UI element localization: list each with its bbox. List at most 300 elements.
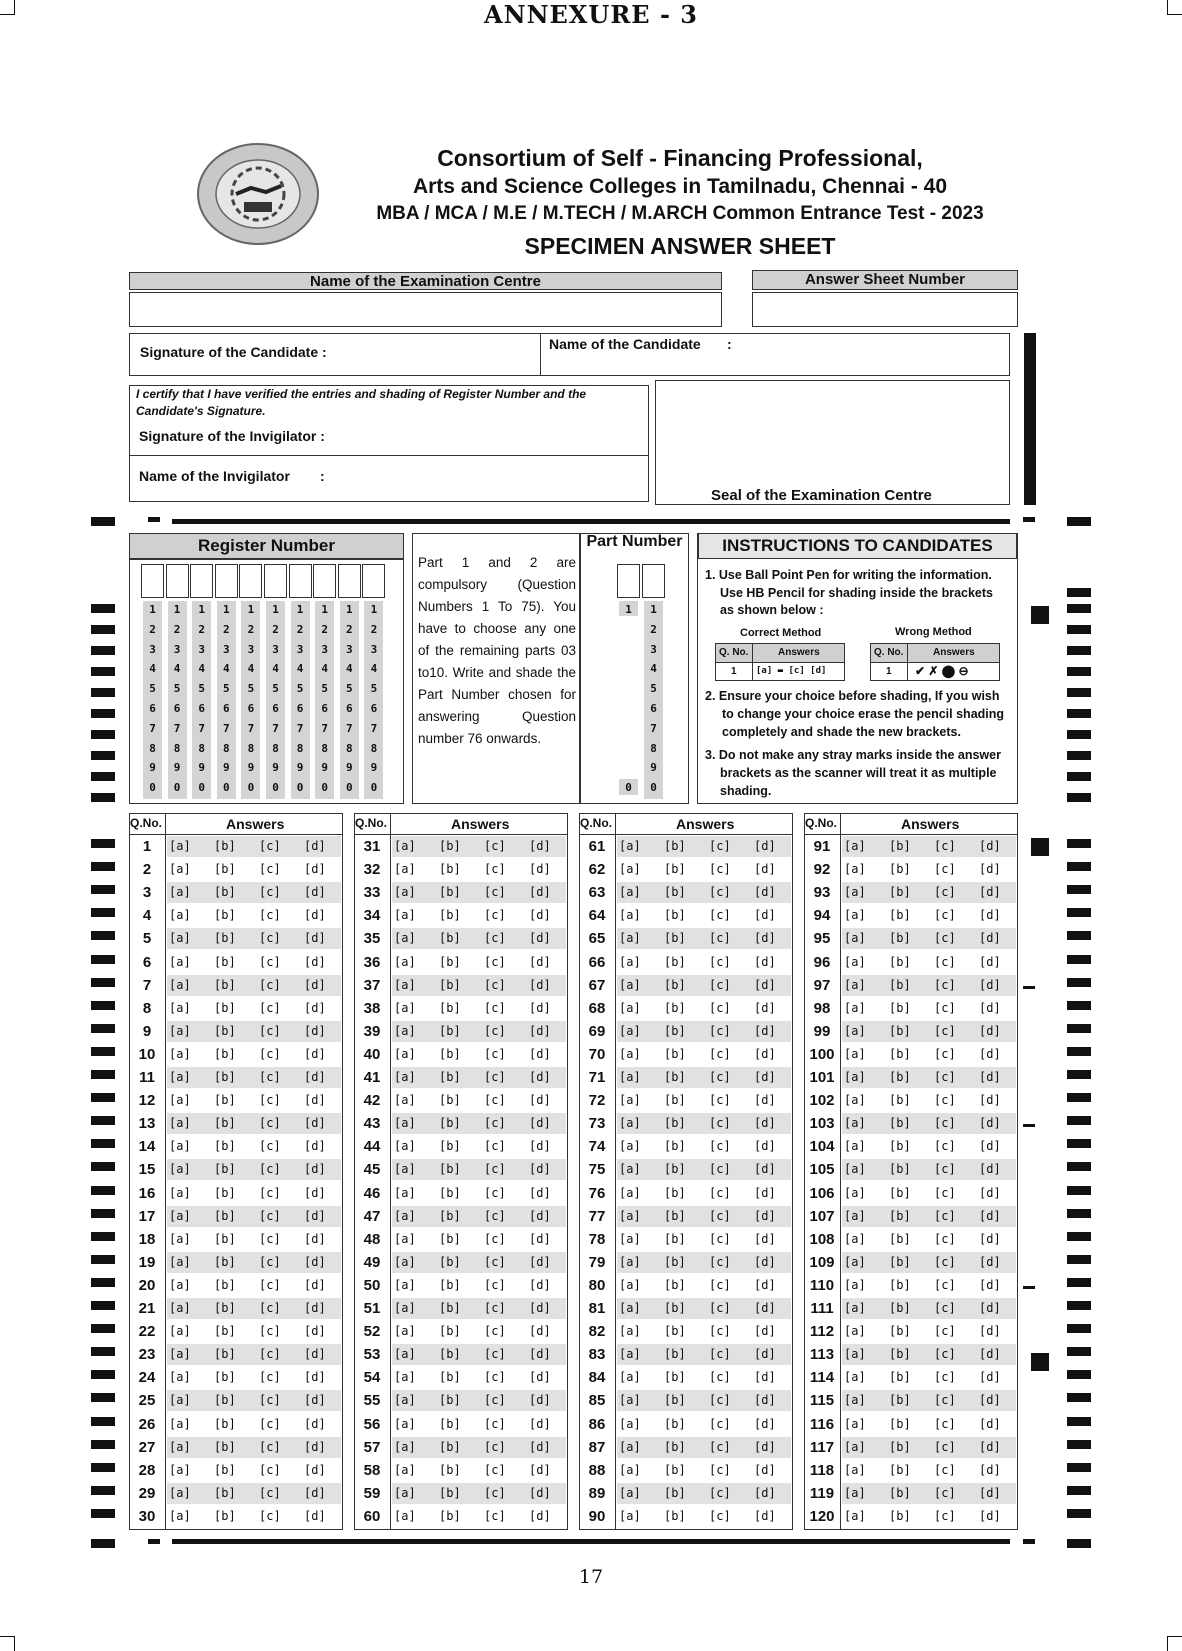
answer-bubble[interactable]: [a] bbox=[394, 1023, 416, 1038]
register-digit-box[interactable] bbox=[190, 564, 213, 598]
answer-bubble[interactable]: [d] bbox=[529, 1508, 551, 1523]
answer-bubble[interactable]: [b] bbox=[439, 1139, 461, 1154]
register-digit-bubble[interactable]: 1 bbox=[247, 603, 255, 616]
answer-bubble[interactable]: [d] bbox=[529, 1439, 551, 1454]
register-digit-box[interactable] bbox=[141, 564, 164, 598]
answer-bubble[interactable]: [d] bbox=[754, 1139, 776, 1154]
answer-bubble[interactable]: [c] bbox=[709, 1116, 731, 1131]
answer-bubble[interactable]: [d] bbox=[979, 1277, 1001, 1292]
answer-bubble[interactable]: [b] bbox=[214, 1277, 236, 1292]
answer-bubble[interactable]: [b] bbox=[664, 1185, 686, 1200]
answer-bubble[interactable]: [a] bbox=[394, 1000, 416, 1015]
answer-bubble[interactable]: [b] bbox=[889, 1162, 911, 1177]
answer-bubble[interactable]: [a] bbox=[619, 1023, 641, 1038]
answer-bubble[interactable]: [b] bbox=[664, 1046, 686, 1061]
answer-bubble[interactable]: [d] bbox=[529, 1231, 551, 1246]
answer-bubble[interactable]: [c] bbox=[934, 1208, 956, 1223]
answer-bubble[interactable]: [b] bbox=[214, 954, 236, 969]
answer-bubble[interactable]: [a] bbox=[619, 1393, 641, 1408]
register-digit-bubble[interactable]: 8 bbox=[222, 741, 230, 755]
answer-bubble[interactable]: [a] bbox=[844, 1093, 866, 1108]
answer-bubble[interactable]: [c] bbox=[259, 839, 281, 853]
answer-bubble[interactable]: [b] bbox=[889, 885, 911, 900]
answer-bubble[interactable]: [d] bbox=[304, 1439, 326, 1454]
answer-bubble[interactable]: [c] bbox=[709, 1139, 731, 1154]
answer-bubble[interactable]: [d] bbox=[979, 1370, 1001, 1385]
answer-bubble[interactable]: [a] bbox=[844, 1023, 866, 1038]
answer-bubble[interactable]: [b] bbox=[889, 1462, 911, 1477]
answer-bubble[interactable]: [d] bbox=[979, 1093, 1001, 1108]
answer-bubble[interactable]: [d] bbox=[304, 1485, 326, 1500]
answer-bubble[interactable]: [c] bbox=[259, 1162, 281, 1177]
answer-bubble[interactable]: [c] bbox=[709, 1208, 731, 1223]
answer-bubble[interactable]: [a] bbox=[169, 1462, 191, 1477]
register-digit-box[interactable] bbox=[239, 564, 262, 598]
part-digit-bubble[interactable]: 9 bbox=[650, 761, 657, 775]
register-digit-bubble[interactable]: 5 bbox=[173, 682, 181, 696]
answer-bubble[interactable]: [b] bbox=[664, 839, 686, 853]
register-digit-bubble[interactable]: 9 bbox=[370, 761, 378, 775]
answer-bubble[interactable]: [c] bbox=[709, 1301, 731, 1315]
answer-bubble[interactable]: [b] bbox=[439, 1023, 461, 1038]
answer-bubble[interactable]: [b] bbox=[889, 1393, 911, 1408]
answer-bubble[interactable]: [a] bbox=[394, 1462, 416, 1477]
answer-bubble[interactable]: [c] bbox=[484, 1139, 506, 1154]
answer-bubble[interactable]: [d] bbox=[979, 1185, 1001, 1200]
answer-bubble[interactable]: [d] bbox=[529, 1324, 551, 1339]
answer-bubble[interactable]: [c] bbox=[484, 1185, 506, 1200]
register-digit-bubble[interactable]: 8 bbox=[321, 741, 328, 755]
answer-bubble[interactable]: [b] bbox=[214, 908, 236, 923]
answer-bubble[interactable]: [b] bbox=[889, 908, 911, 923]
register-digit-bubble[interactable]: 7 bbox=[296, 721, 304, 735]
answer-bubble[interactable]: [b] bbox=[214, 1254, 236, 1269]
answer-bubble[interactable]: [b] bbox=[214, 977, 236, 992]
answer-bubble[interactable]: [d] bbox=[754, 1231, 776, 1246]
register-digit-bubble[interactable]: 5 bbox=[272, 682, 279, 696]
answer-bubble[interactable]: [b] bbox=[439, 1046, 461, 1061]
answer-bubble[interactable]: [b] bbox=[664, 954, 686, 969]
answer-bubble[interactable]: [a] bbox=[169, 1231, 191, 1246]
answer-bubble[interactable]: [d] bbox=[529, 1139, 551, 1154]
answer-bubble[interactable]: [a] bbox=[394, 1208, 416, 1223]
answer-bubble[interactable]: [b] bbox=[889, 1208, 911, 1223]
register-digit-bubble[interactable]: 0 bbox=[247, 781, 255, 795]
answer-bubble[interactable]: [a] bbox=[844, 1462, 866, 1477]
answer-bubble[interactable]: [c] bbox=[934, 1046, 956, 1061]
answer-bubble[interactable]: [a] bbox=[394, 908, 416, 923]
answer-bubble[interactable]: [a] bbox=[169, 908, 191, 923]
answer-bubble[interactable]: [a] bbox=[619, 1046, 641, 1061]
answer-bubble[interactable]: [c] bbox=[709, 1185, 731, 1200]
register-digit-bubble[interactable]: 7 bbox=[321, 721, 328, 735]
register-digit-bubble[interactable]: 2 bbox=[321, 622, 328, 636]
answer-bubble[interactable]: [a] bbox=[844, 954, 866, 969]
answer-bubble[interactable]: [c] bbox=[709, 1324, 731, 1339]
answer-bubble[interactable]: [c] bbox=[934, 1370, 956, 1385]
answer-bubble[interactable]: [a] bbox=[619, 1162, 641, 1177]
register-digit-bubble[interactable]: 5 bbox=[198, 682, 205, 696]
answer-bubble[interactable]: [d] bbox=[529, 1485, 551, 1500]
answer-bubble[interactable]: [a] bbox=[844, 1139, 866, 1154]
answer-bubble[interactable]: [a] bbox=[844, 908, 866, 923]
answer-bubble[interactable]: [b] bbox=[214, 1508, 236, 1523]
exam-centre-field[interactable] bbox=[129, 292, 722, 327]
register-digit-bubble[interactable]: 8 bbox=[198, 741, 205, 755]
answer-bubble[interactable]: [b] bbox=[439, 1393, 461, 1408]
answer-bubble[interactable]: [a] bbox=[169, 931, 191, 946]
answer-bubble[interactable]: [d] bbox=[304, 1139, 326, 1154]
answer-bubble[interactable]: [a] bbox=[169, 1093, 191, 1108]
answer-bubble[interactable]: [c] bbox=[934, 1116, 956, 1131]
answer-bubble[interactable]: [c] bbox=[934, 1070, 956, 1084]
answer-bubble[interactable]: [b] bbox=[889, 839, 911, 853]
answer-bubble[interactable]: [d] bbox=[304, 885, 326, 900]
answer-bubble[interactable]: [a] bbox=[844, 1508, 866, 1523]
answer-bubble[interactable]: [b] bbox=[439, 1416, 461, 1431]
answer-bubble[interactable]: [c] bbox=[259, 908, 281, 923]
answer-bubble[interactable]: [c] bbox=[484, 1370, 506, 1385]
answer-bubble[interactable]: [c] bbox=[709, 1093, 731, 1108]
answer-bubble[interactable]: [d] bbox=[979, 1162, 1001, 1177]
answer-bubble[interactable]: [c] bbox=[259, 1254, 281, 1269]
register-digit-bubble[interactable]: 9 bbox=[247, 761, 255, 775]
answer-bubble[interactable]: [b] bbox=[439, 1231, 461, 1246]
answer-bubble[interactable]: [c] bbox=[709, 839, 731, 853]
answer-bubble[interactable]: [a] bbox=[619, 931, 641, 946]
answer-bubble[interactable]: [b] bbox=[439, 1277, 461, 1292]
answer-bubble[interactable]: [d] bbox=[754, 931, 776, 946]
answer-bubble[interactable]: [c] bbox=[259, 1070, 281, 1084]
register-digit-bubble[interactable]: 4 bbox=[198, 662, 205, 676]
answer-bubble[interactable]: [d] bbox=[754, 1439, 776, 1454]
answer-bubble[interactable]: [a] bbox=[169, 1162, 191, 1177]
register-digit-bubble[interactable]: 5 bbox=[321, 682, 328, 696]
part-digit-bubble[interactable]: 8 bbox=[650, 741, 657, 755]
register-digit-bubble[interactable]: 6 bbox=[173, 702, 181, 715]
register-digit-bubble[interactable]: 5 bbox=[370, 682, 378, 696]
answer-bubble[interactable]: [a] bbox=[844, 977, 866, 992]
answer-bubble[interactable]: [c] bbox=[934, 839, 956, 853]
answer-bubble[interactable]: [d] bbox=[979, 954, 1001, 969]
answer-bubble[interactable]: [c] bbox=[709, 1370, 731, 1385]
register-digit-box[interactable] bbox=[289, 564, 312, 598]
register-digit-bubble[interactable]: 8 bbox=[173, 741, 181, 755]
answer-bubble[interactable]: [a] bbox=[619, 1485, 641, 1500]
answer-bubble[interactable]: [a] bbox=[394, 1347, 416, 1362]
answer-bubble[interactable]: [a] bbox=[394, 977, 416, 992]
answer-bubble[interactable]: [b] bbox=[664, 1462, 686, 1477]
answer-bubble[interactable]: [a] bbox=[844, 1485, 866, 1500]
answer-bubble[interactable]: [c] bbox=[934, 1485, 956, 1500]
answer-bubble[interactable]: [d] bbox=[754, 1070, 776, 1084]
answer-bubble[interactable]: [a] bbox=[394, 1116, 416, 1131]
answer-bubble[interactable]: [a] bbox=[169, 885, 191, 900]
answer-bubble[interactable]: [a] bbox=[394, 1370, 416, 1385]
answer-bubble[interactable]: [a] bbox=[394, 1277, 416, 1292]
answer-bubble[interactable]: [b] bbox=[439, 1000, 461, 1015]
answer-bubble[interactable]: [d] bbox=[304, 862, 326, 877]
register-digit-bubble[interactable]: 0 bbox=[173, 781, 181, 795]
register-digit-box[interactable] bbox=[215, 564, 238, 598]
answer-bubble[interactable]: [d] bbox=[529, 885, 551, 900]
answer-bubble[interactable]: [b] bbox=[214, 885, 236, 900]
register-digit-bubble[interactable]: 4 bbox=[222, 662, 230, 676]
answer-bubble[interactable]: [d] bbox=[529, 1254, 551, 1269]
answer-bubble[interactable]: [b] bbox=[439, 1116, 461, 1131]
answer-bubble[interactable]: [b] bbox=[664, 1301, 686, 1315]
answer-bubble[interactable]: [b] bbox=[439, 1508, 461, 1523]
answer-bubble[interactable]: [c] bbox=[934, 1416, 956, 1431]
answer-bubble[interactable]: [a] bbox=[844, 1162, 866, 1177]
answer-bubble[interactable]: [d] bbox=[979, 1416, 1001, 1431]
answer-bubble[interactable]: [d] bbox=[304, 1023, 326, 1038]
answer-bubble[interactable]: [d] bbox=[304, 839, 326, 853]
answer-bubble[interactable]: [c] bbox=[484, 1162, 506, 1177]
answer-bubble[interactable]: [a] bbox=[169, 862, 191, 877]
register-digit-bubble[interactable]: 9 bbox=[272, 761, 279, 775]
answer-bubble[interactable]: [d] bbox=[754, 1347, 776, 1362]
answer-bubble[interactable]: [d] bbox=[754, 1000, 776, 1015]
answer-bubble[interactable]: [a] bbox=[619, 1301, 641, 1315]
answer-bubble[interactable]: [c] bbox=[484, 839, 506, 853]
answer-bubble[interactable]: [d] bbox=[529, 1462, 551, 1477]
answer-bubble[interactable]: [d] bbox=[754, 1485, 776, 1500]
answer-bubble[interactable]: [d] bbox=[304, 977, 326, 992]
answer-bubble[interactable]: [c] bbox=[934, 1231, 956, 1246]
answer-bubble[interactable]: [b] bbox=[889, 931, 911, 946]
register-digit-box[interactable] bbox=[166, 564, 189, 598]
answer-bubble[interactable]: [b] bbox=[664, 1254, 686, 1269]
answer-bubble[interactable]: [a] bbox=[394, 1139, 416, 1154]
answer-bubble[interactable]: [a] bbox=[619, 908, 641, 923]
register-digit-bubble[interactable]: 1 bbox=[173, 603, 181, 616]
answer-bubble[interactable]: [d] bbox=[529, 1277, 551, 1292]
answer-bubble[interactable]: [c] bbox=[484, 1116, 506, 1131]
register-digit-bubble[interactable]: 5 bbox=[222, 682, 230, 696]
answer-bubble[interactable]: [c] bbox=[934, 1254, 956, 1269]
answer-bubble[interactable]: [b] bbox=[439, 1462, 461, 1477]
register-digit-bubble[interactable]: 2 bbox=[370, 622, 378, 636]
register-digit-bubble[interactable]: 7 bbox=[272, 721, 279, 735]
answer-sheet-number-field[interactable] bbox=[752, 292, 1018, 327]
answer-bubble[interactable]: [c] bbox=[934, 1301, 956, 1315]
answer-bubble[interactable]: [d] bbox=[529, 1023, 551, 1038]
answer-bubble[interactable]: [b] bbox=[439, 1093, 461, 1108]
answer-bubble[interactable]: [d] bbox=[304, 1208, 326, 1223]
register-digit-bubble[interactable]: 9 bbox=[173, 761, 181, 775]
answer-bubble[interactable]: [b] bbox=[664, 1277, 686, 1292]
answer-bubble[interactable]: [b] bbox=[889, 1093, 911, 1108]
register-digit-bubble[interactable]: 9 bbox=[222, 761, 230, 775]
register-digit-bubble[interactable]: 3 bbox=[149, 642, 156, 656]
answer-bubble[interactable]: [d] bbox=[529, 1093, 551, 1108]
register-digit-bubble[interactable]: 7 bbox=[222, 721, 230, 735]
register-digit-bubble[interactable]: 0 bbox=[321, 781, 328, 795]
register-digit-bubble[interactable]: 0 bbox=[272, 781, 279, 795]
register-digit-box[interactable] bbox=[264, 564, 287, 598]
answer-bubble[interactable]: [a] bbox=[619, 839, 641, 853]
answer-bubble[interactable]: [b] bbox=[439, 1301, 461, 1315]
answer-bubble[interactable]: [c] bbox=[934, 1393, 956, 1408]
answer-bubble[interactable]: [c] bbox=[259, 931, 281, 946]
answer-bubble[interactable]: [d] bbox=[754, 1508, 776, 1523]
answer-bubble[interactable]: [d] bbox=[979, 1462, 1001, 1477]
answer-bubble[interactable]: [b] bbox=[214, 839, 236, 853]
register-digit-bubble[interactable]: 9 bbox=[321, 761, 328, 775]
answer-bubble[interactable]: [c] bbox=[934, 1023, 956, 1038]
answer-bubble[interactable]: [a] bbox=[394, 1185, 416, 1200]
answer-bubble[interactable]: [b] bbox=[889, 1116, 911, 1131]
answer-bubble[interactable]: [d] bbox=[304, 1116, 326, 1131]
answer-bubble[interactable]: [b] bbox=[889, 1023, 911, 1038]
answer-bubble[interactable]: [b] bbox=[214, 1116, 236, 1131]
register-digit-bubble[interactable]: 1 bbox=[272, 603, 279, 616]
register-digit-bubble[interactable]: 4 bbox=[370, 662, 378, 676]
answer-bubble[interactable]: [b] bbox=[664, 1070, 686, 1084]
part-digit-bubble[interactable]: 0 bbox=[625, 781, 632, 794]
answer-bubble[interactable]: [c] bbox=[934, 977, 956, 992]
answer-bubble[interactable]: [a] bbox=[169, 1046, 191, 1061]
answer-bubble[interactable]: [c] bbox=[484, 1231, 506, 1246]
answer-bubble[interactable]: [b] bbox=[214, 1347, 236, 1362]
answer-bubble[interactable]: [a] bbox=[394, 1254, 416, 1269]
answer-bubble[interactable]: [b] bbox=[889, 1508, 911, 1523]
answer-bubble[interactable]: [c] bbox=[484, 1023, 506, 1038]
answer-bubble[interactable]: [a] bbox=[844, 1208, 866, 1223]
part-digit-bubble[interactable]: 1 bbox=[625, 603, 632, 616]
answer-bubble[interactable]: [b] bbox=[664, 1485, 686, 1500]
answer-bubble[interactable]: [a] bbox=[394, 839, 416, 853]
answer-bubble[interactable]: [c] bbox=[934, 1324, 956, 1339]
answer-bubble[interactable]: [c] bbox=[484, 1439, 506, 1454]
answer-bubble[interactable]: [b] bbox=[664, 1508, 686, 1523]
answer-bubble[interactable]: [c] bbox=[484, 1347, 506, 1362]
answer-bubble[interactable]: [a] bbox=[394, 1070, 416, 1084]
answer-bubble[interactable]: [a] bbox=[169, 977, 191, 992]
answer-bubble[interactable]: [b] bbox=[214, 1208, 236, 1223]
register-digit-bubble[interactable]: 1 bbox=[296, 603, 304, 616]
register-digit-bubble[interactable]: 8 bbox=[370, 741, 378, 755]
answer-bubble[interactable]: [c] bbox=[934, 931, 956, 946]
register-digit-bubble[interactable]: 6 bbox=[296, 702, 304, 715]
answer-bubble[interactable]: [c] bbox=[259, 1116, 281, 1131]
answer-bubble[interactable]: [b] bbox=[664, 1370, 686, 1385]
answer-bubble[interactable]: [c] bbox=[709, 1162, 731, 1177]
register-digit-bubble[interactable]: 2 bbox=[149, 622, 156, 636]
answer-bubble[interactable]: [d] bbox=[979, 908, 1001, 923]
answer-bubble[interactable]: [c] bbox=[709, 931, 731, 946]
answer-bubble[interactable]: [d] bbox=[304, 1185, 326, 1200]
answer-bubble[interactable]: [c] bbox=[259, 977, 281, 992]
answer-bubble[interactable]: [b] bbox=[889, 1254, 911, 1269]
answer-bubble[interactable]: [c] bbox=[259, 1000, 281, 1015]
part-digit-box[interactable] bbox=[642, 564, 665, 598]
answer-bubble[interactable]: [a] bbox=[844, 1231, 866, 1246]
answer-bubble[interactable]: [d] bbox=[979, 1254, 1001, 1269]
answer-bubble[interactable]: [a] bbox=[394, 1093, 416, 1108]
answer-bubble[interactable]: [a] bbox=[394, 862, 416, 877]
answer-bubble[interactable]: [b] bbox=[664, 1139, 686, 1154]
answer-bubble[interactable]: [c] bbox=[259, 1139, 281, 1154]
answer-bubble[interactable]: [a] bbox=[394, 885, 416, 900]
answer-bubble[interactable]: [c] bbox=[259, 1370, 281, 1385]
answer-bubble[interactable]: [c] bbox=[484, 1046, 506, 1061]
answer-bubble[interactable]: [b] bbox=[889, 1439, 911, 1454]
answer-bubble[interactable]: [b] bbox=[889, 1416, 911, 1431]
answer-bubble[interactable]: [c] bbox=[259, 1462, 281, 1477]
answer-bubble[interactable]: [c] bbox=[259, 1277, 281, 1292]
answer-bubble[interactable]: [d] bbox=[979, 1485, 1001, 1500]
answer-bubble[interactable]: [c] bbox=[484, 1301, 506, 1315]
answer-bubble[interactable]: [b] bbox=[214, 931, 236, 946]
answer-bubble[interactable]: [d] bbox=[529, 1416, 551, 1431]
answer-bubble[interactable]: [a] bbox=[619, 1070, 641, 1084]
answer-bubble[interactable]: [d] bbox=[754, 1301, 776, 1315]
register-digit-bubble[interactable]: 1 bbox=[222, 603, 230, 616]
register-digit-bubble[interactable]: 7 bbox=[247, 721, 255, 735]
register-digit-bubble[interactable]: 8 bbox=[272, 741, 279, 755]
answer-bubble[interactable]: [a] bbox=[619, 1208, 641, 1223]
answer-bubble[interactable]: [c] bbox=[934, 1185, 956, 1200]
answer-bubble[interactable]: [d] bbox=[529, 1301, 551, 1315]
answer-bubble[interactable]: [c] bbox=[709, 1023, 731, 1038]
answer-bubble[interactable]: [c] bbox=[934, 954, 956, 969]
answer-bubble[interactable]: [d] bbox=[529, 1393, 551, 1408]
answer-bubble[interactable]: [d] bbox=[979, 1439, 1001, 1454]
answer-bubble[interactable]: [c] bbox=[259, 1231, 281, 1246]
answer-bubble[interactable]: [a] bbox=[844, 885, 866, 900]
register-digit-bubble[interactable]: 2 bbox=[173, 622, 181, 636]
answer-bubble[interactable]: [b] bbox=[439, 1485, 461, 1500]
answer-bubble[interactable]: [c] bbox=[484, 977, 506, 992]
register-digit-bubble[interactable]: 2 bbox=[222, 622, 230, 636]
answer-bubble[interactable]: [b] bbox=[439, 1324, 461, 1339]
answer-bubble[interactable]: [c] bbox=[709, 1046, 731, 1061]
register-digit-bubble[interactable]: 2 bbox=[247, 622, 255, 636]
answer-bubble[interactable]: [a] bbox=[619, 954, 641, 969]
answer-bubble[interactable]: [a] bbox=[844, 1439, 866, 1454]
register-digit-bubble[interactable]: 8 bbox=[345, 741, 353, 755]
answer-bubble[interactable]: [c] bbox=[709, 977, 731, 992]
answer-bubble[interactable]: [c] bbox=[709, 1254, 731, 1269]
answer-bubble[interactable]: [a] bbox=[844, 1046, 866, 1061]
register-digit-bubble[interactable]: 7 bbox=[173, 721, 181, 735]
answer-bubble[interactable]: [c] bbox=[709, 1508, 731, 1523]
answer-bubble[interactable]: [d] bbox=[754, 1462, 776, 1477]
answer-bubble[interactable]: [a] bbox=[169, 1347, 191, 1362]
register-digit-bubble[interactable]: 5 bbox=[149, 682, 156, 696]
answer-bubble[interactable]: [b] bbox=[664, 1416, 686, 1431]
register-digit-bubble[interactable]: 1 bbox=[345, 603, 353, 616]
answer-bubble[interactable]: [a] bbox=[169, 1508, 191, 1523]
answer-bubble[interactable]: [d] bbox=[754, 977, 776, 992]
register-digit-bubble[interactable]: 6 bbox=[198, 702, 205, 715]
answer-bubble[interactable]: [b] bbox=[214, 1462, 236, 1477]
answer-bubble[interactable]: [a] bbox=[169, 1277, 191, 1292]
answer-bubble[interactable]: [d] bbox=[304, 1231, 326, 1246]
answer-bubble[interactable]: [b] bbox=[214, 1000, 236, 1015]
answer-bubble[interactable]: [b] bbox=[664, 1208, 686, 1223]
answer-bubble[interactable]: [b] bbox=[214, 1070, 236, 1084]
answer-bubble[interactable]: [c] bbox=[484, 1277, 506, 1292]
answer-bubble[interactable]: [b] bbox=[664, 1000, 686, 1015]
answer-bubble[interactable]: [d] bbox=[754, 1370, 776, 1385]
answer-bubble[interactable]: [b] bbox=[664, 1162, 686, 1177]
register-digit-bubble[interactable]: 5 bbox=[345, 682, 353, 696]
answer-bubble[interactable]: [c] bbox=[259, 885, 281, 900]
answer-bubble[interactable]: [c] bbox=[484, 1093, 506, 1108]
